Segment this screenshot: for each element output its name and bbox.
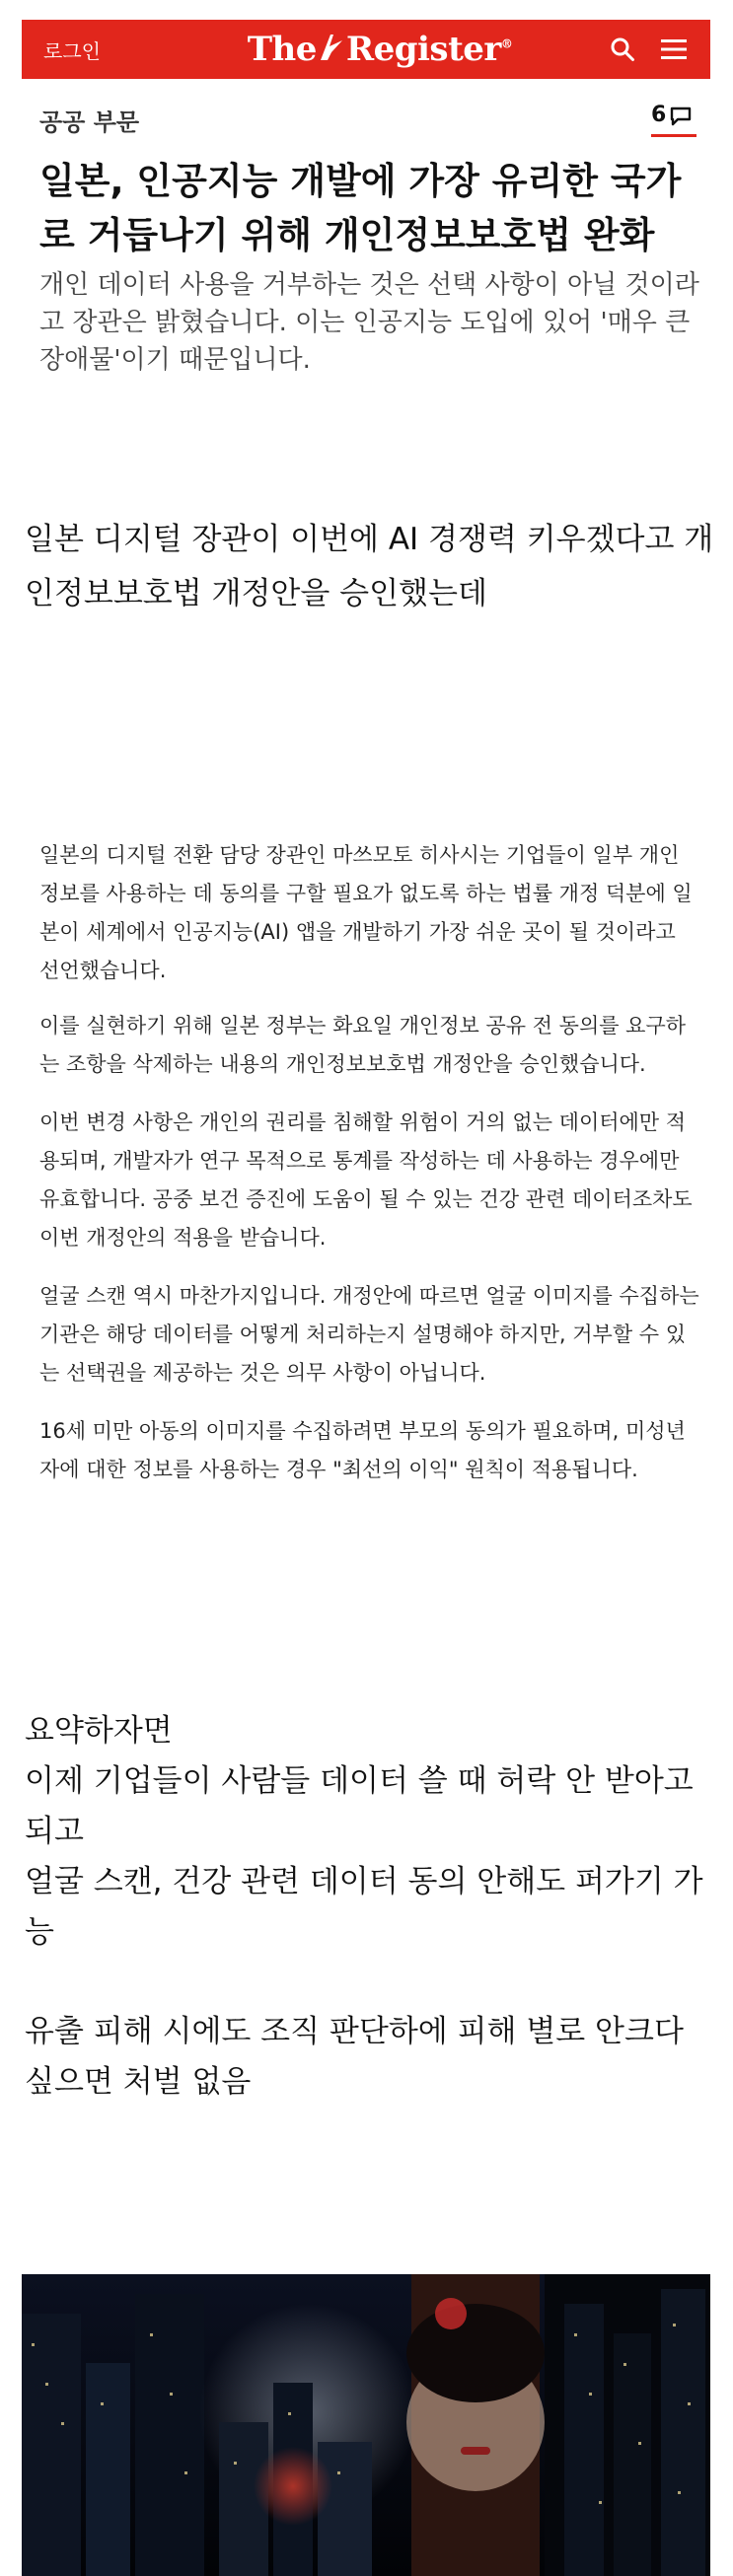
- site-header: [22, 20, 710, 79]
- comment-count[interactable]: [651, 103, 696, 137]
- logo-text-the: The: [247, 30, 317, 69]
- vulture-logo-icon: [317, 31, 346, 64]
- summary-spacer: [25, 1958, 715, 2007]
- article-paragraph: 이를 실현하기 위해 일본 정부는 화요일 개인정보 공유 전 동의를 요구하는 조항을 삭제하는 내용의 개인정보보호법 개정안을 승인했습니다.: [39, 1014, 687, 1076]
- post-summary: [25, 1706, 715, 2108]
- article-paragraph: 일본의 디지털 전환 담당 장관인 마쓰모토 히사시는 기업들이 일부 개인 정보를 사용하는 데 동의를 구할 필요가 없도록 하는 법률 개정 덕분에 일본이 세계에서 인공지능(AI) 앱을 개발하기 가장 쉬운 곳이 될 것이라고 선언했습니다.: [39, 843, 693, 982]
- post-intro-text: 일본 디지털 장관이 이번에 AI 경쟁력 키우겠다고 개인정보보호법 개정안을 승인했는데: [25, 522, 714, 611]
- comment-count-number: 6: [651, 103, 667, 127]
- search-icon[interactable]: [608, 35, 637, 64]
- login-link[interactable]: 로그인: [43, 38, 101, 63]
- registered-mark: ®: [500, 36, 513, 51]
- summary-heading: 요약하자면: [25, 1713, 173, 1749]
- article-headline: 일본, 인공지능 개발에 가장 유리한 국가로 거듭나기 위해 개인정보보호법 완화: [39, 160, 682, 256]
- article-paragraph: 16세 미만 아동의 이미지를 수집하려면 부모의 동의가 필요하며, 미성년자에 대한 정보를 사용하는 경우 "최선의 이익" 원칙이 적용됩니다.: [39, 1419, 686, 1481]
- article-paragraph: 얼굴 스캔 역시 마찬가지입니다. 개정안에 따르면 얼굴 이미지를 수집하는 기관은 해당 데이터를 어떻게 처리하는지 설명해야 하지만, 거부할 수 있는 선택권을 제공하는 것은 의무 사항이 아닙니다.: [39, 1284, 699, 1385]
- comment-bubble-icon: [670, 107, 692, 126]
- summary-line: 이제 기업들이 사람들 데이터 쓸 때 허락 안 받아고 되고: [25, 1763, 694, 1849]
- article-standfirst: 개인 데이터 사용을 거부하는 것은 선택 사항이 아닐 것이라고 장관은 밝혔습니다. 이는 인공지능 도입에 있어 '매우 큰 장애물'이기 때문입니다.: [39, 270, 699, 375]
- logo-text-register: Register: [345, 30, 501, 69]
- summary-line: 유출 피해 시에도 조직 판단하에 피해 별로 안크다 싶으면 처벌 없음: [25, 2014, 684, 2100]
- article-paragraph: 이번 변경 사항은 개인의 권리를 침해할 위험이 거의 없는 데이터에만 적용되며, 개발자가 연구 목적으로 통계를 작성하는 데 사용하는 경우에만 유효합니다. 공중 보건 증진에 도움이 될 수 있는 건강 관련 데이터조차도 이번 개정안의 적용을 받습니다.: [39, 1110, 693, 1250]
- section-label[interactable]: 공공 부문: [39, 108, 140, 136]
- city-scene-graphic: [22, 2274, 710, 2576]
- site-logo[interactable]: [152, 30, 608, 69]
- cyberpunk-city-image: [22, 2274, 710, 2576]
- menu-icon[interactable]: [659, 35, 689, 64]
- article-body: [39, 836, 700, 1509]
- summary-line: 얼굴 스캔, 건강 관련 데이터 동의 안해도 퍼가기 가능: [25, 1864, 703, 1950]
